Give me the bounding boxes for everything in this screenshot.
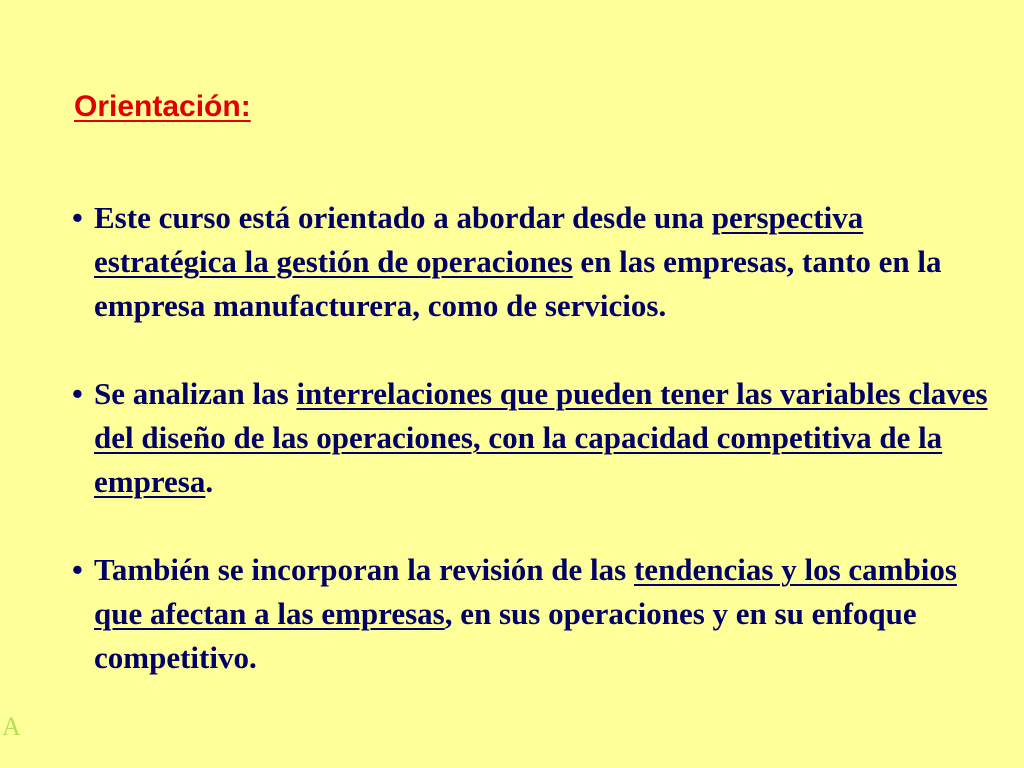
bullet-text: Se analizan las bbox=[94, 376, 297, 411]
slide-title: Orientación: bbox=[74, 90, 251, 123]
underlined-phrase: perspectiva estratégica la gestión de operaciones bbox=[94, 200, 864, 279]
corner-mark: A bbox=[2, 712, 21, 741]
bullet-text: . bbox=[205, 464, 214, 499]
bullet-item bbox=[72, 372, 1007, 504]
bullet-item bbox=[72, 196, 1007, 328]
underlined-phrase: interrelaciones que pueden tener las variables claves del diseño de las operaciones, con la capacidad competitiva de la empresa bbox=[94, 376, 988, 499]
bullet-dot: • bbox=[72, 200, 83, 235]
bullet-text: , en sus operaciones y en su enfoque competitivo. bbox=[94, 596, 917, 675]
bullet-list bbox=[72, 196, 1007, 680]
bullet-dot: • bbox=[72, 376, 83, 411]
bullet-text: en las empresas, tanto en la empresa manufacturera, como de servicios. bbox=[94, 244, 942, 323]
bullet-item bbox=[72, 548, 1007, 680]
bullet-text: Este curso está orientado a abordar desde una bbox=[94, 200, 712, 235]
bullet-dot: • bbox=[72, 552, 83, 587]
underlined-phrase: tendencias y los cambios que afectan a las empresas bbox=[94, 552, 957, 631]
bullet-text: También se incorporan la revisión de las bbox=[94, 552, 634, 587]
